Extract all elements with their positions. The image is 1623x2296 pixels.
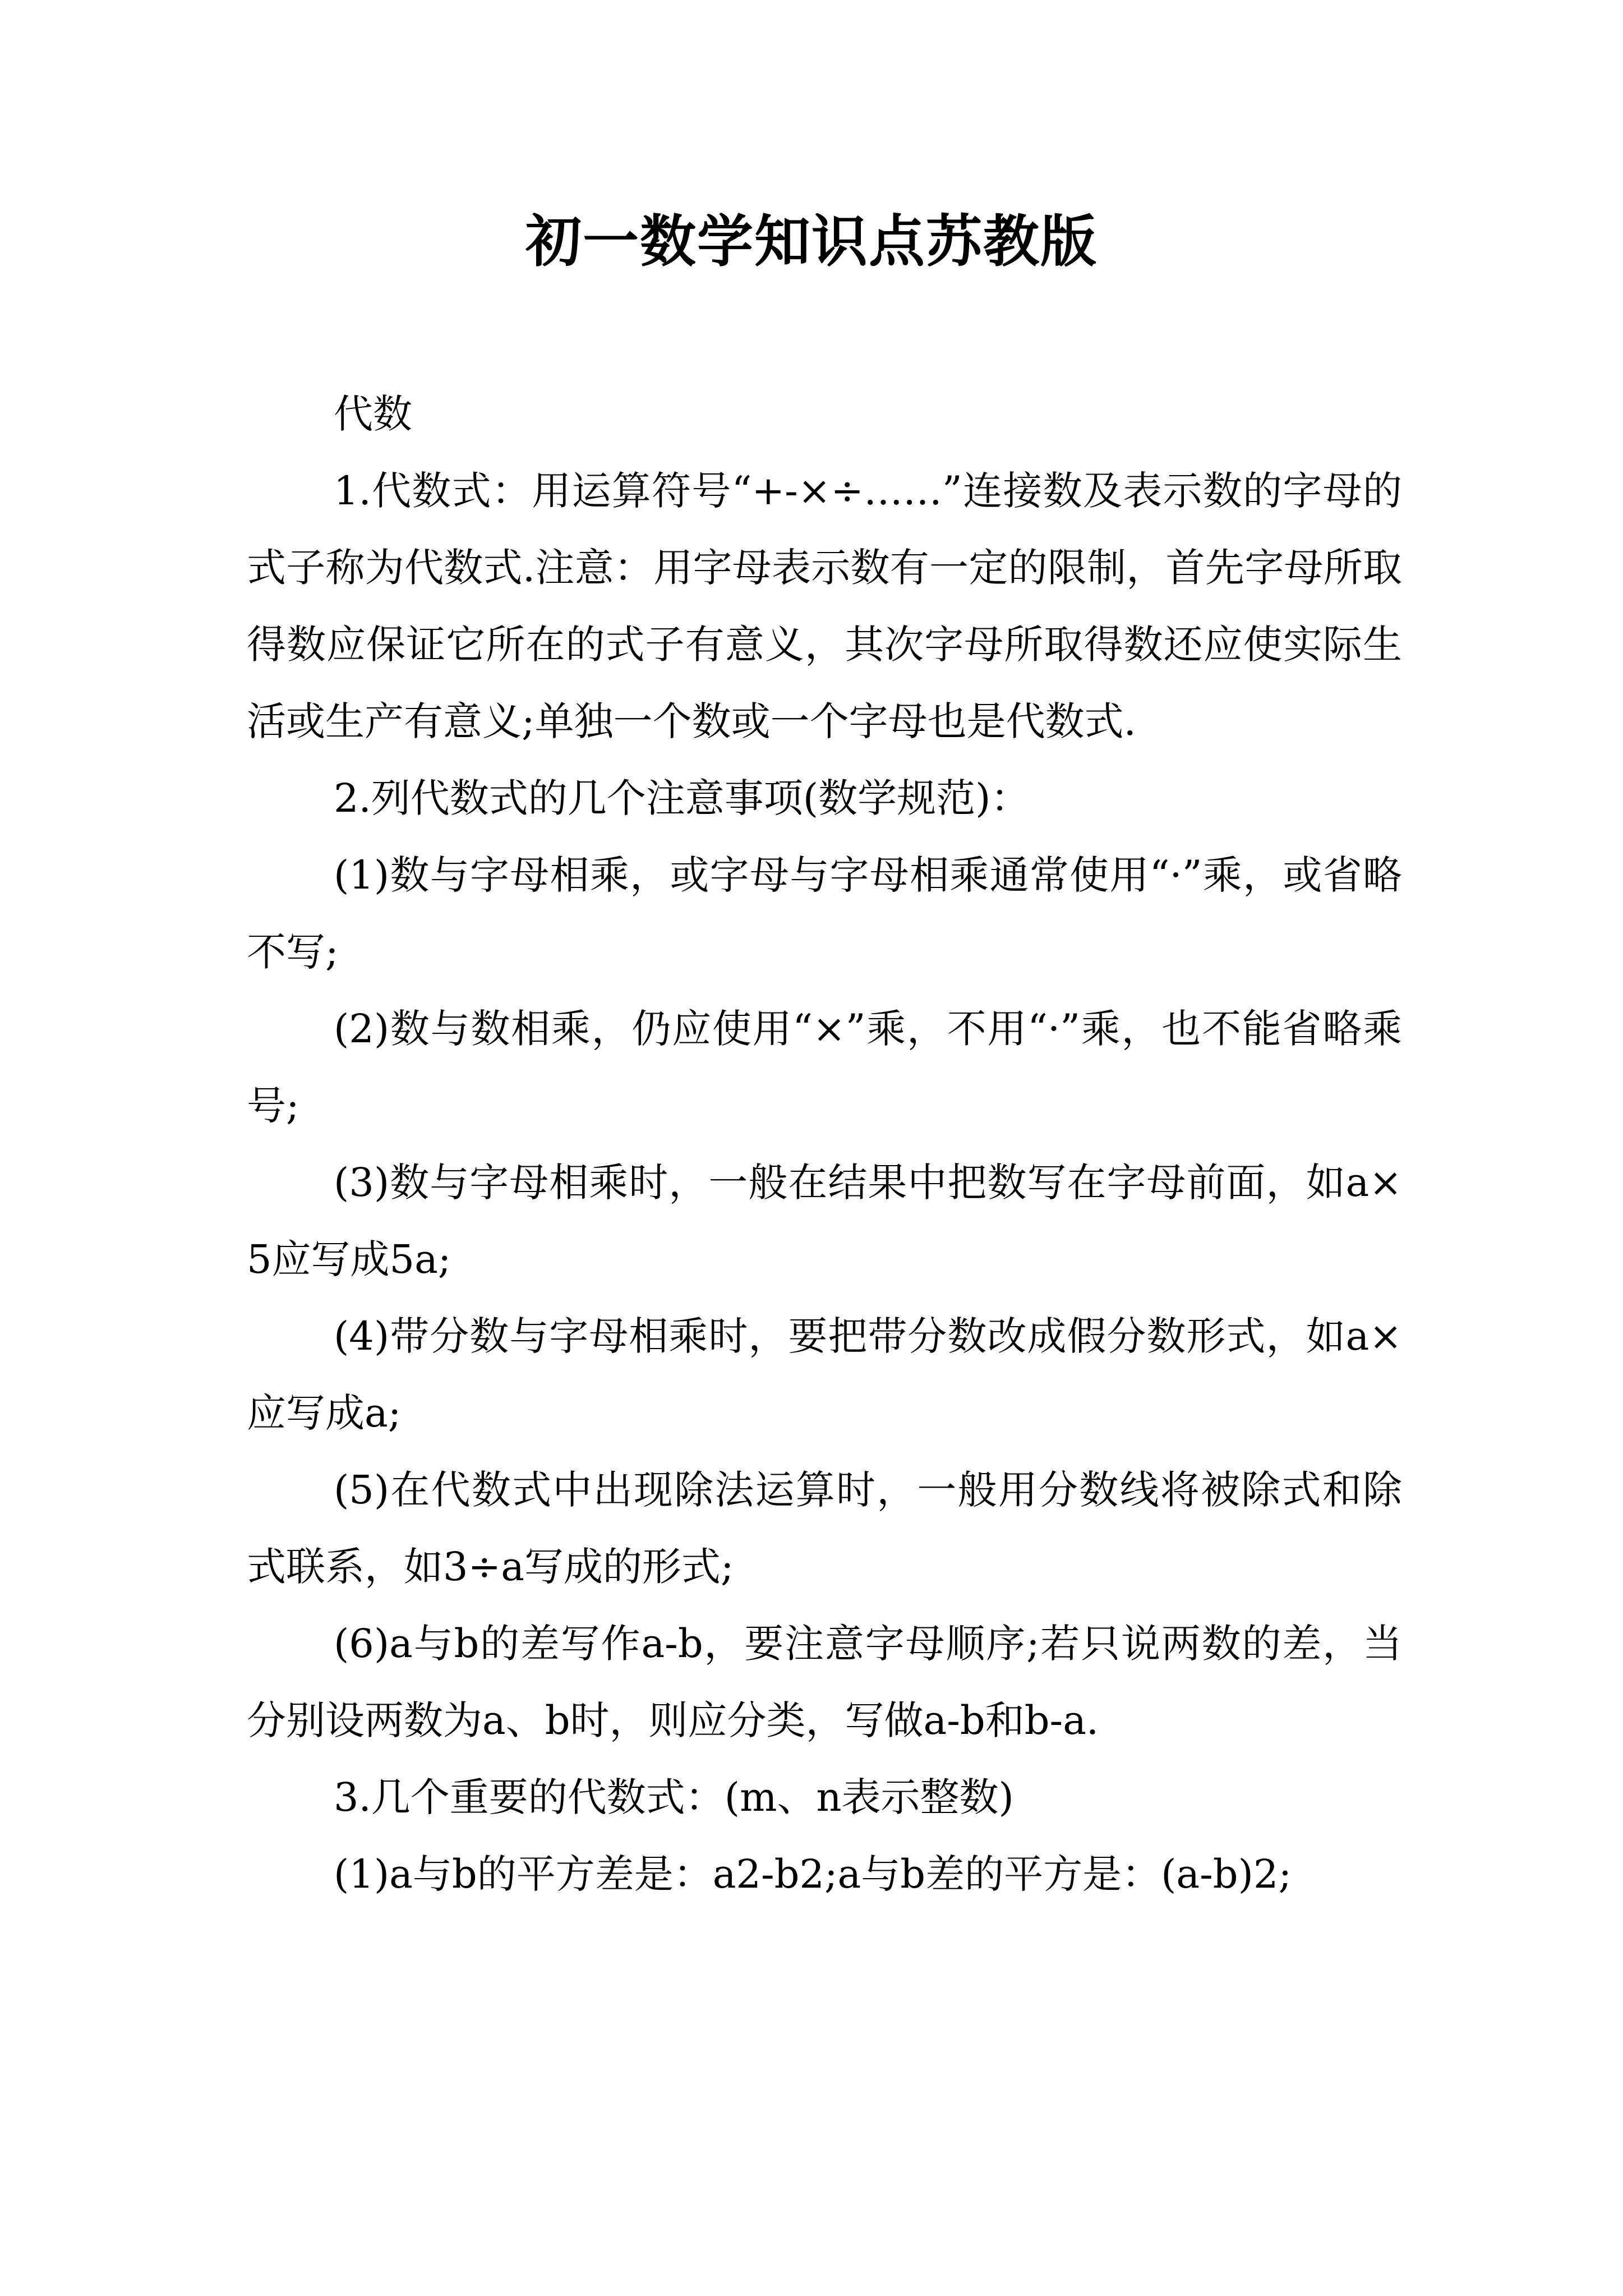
- paragraph-section-heading: 代数: [334, 391, 412, 437]
- paragraph-note-5: (5)在代数式中出现除法运算时，一般用分数线将被除式和除式联系，如3÷a写成的形式;: [247, 1467, 1402, 1590]
- paragraph-important-expressions-heading: 3.几个重要的代数式：(m、n表示整数): [334, 1774, 1014, 1820]
- paragraph-algebraic-expression-definition: 1.代数式：用运算符号“+-×÷……”连接数及表示数的字母的式子称为代数式.注意：用字母表示数有一定的限制，首先字母所取得数应保证它所在的式子有意义，其次字母所取得数还应使实际生活或生产有意义;单独一个数或一个字母也是代数式.: [247, 468, 1402, 744]
- paragraph-note-1: (1)数与字母相乘，或字母与字母相乘通常使用“·”乘，或省略不写;: [247, 852, 1402, 975]
- paragraph-notes-heading: 2.列代数式的几个注意事项(数学规范)：: [334, 775, 1030, 821]
- document-title: 初一数学知识点苏教版: [525, 208, 1098, 274]
- paragraph-note-2: (2)数与数相乘，仍应使用“×”乘，不用“·”乘，也不能省略乘号;: [247, 1006, 1402, 1129]
- document-body: [247, 376, 1402, 1913]
- paragraph-note-3: (3)数与字母相乘时，一般在结果中把数写在字母前面，如a×5应写成5a;: [247, 1159, 1402, 1282]
- paragraph-note-4: (4)带分数与字母相乘时，要把带分数改成假分数形式，如a×应写成a;: [247, 1313, 1402, 1436]
- paragraph-important-expression-1: (1)a与b的平方差是：a2-b2;a与b差的平方是：(a-b)2;: [334, 1851, 1292, 1897]
- paragraph-note-6: (6)a与b的差写作a-b，要注意字母顺序;若只说两数的差，当分别设两数为a、b时，则应分类，写做a-b和b-a.: [247, 1621, 1402, 1743]
